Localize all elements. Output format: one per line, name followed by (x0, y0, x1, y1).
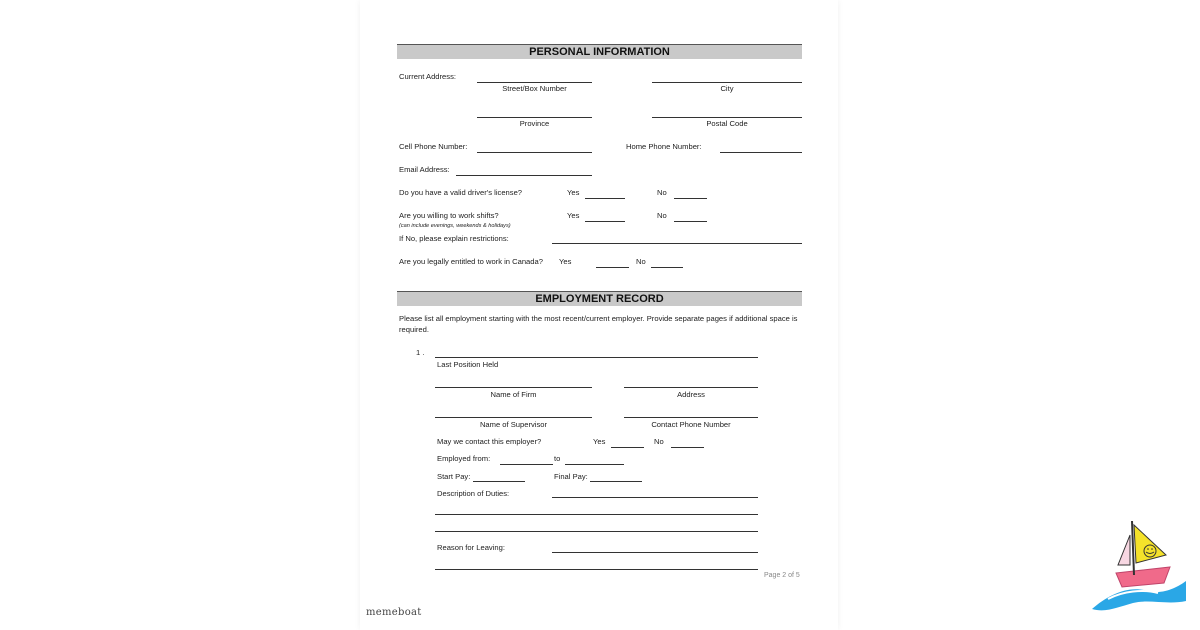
canada-no-line[interactable] (651, 267, 683, 268)
address-caption: Address (677, 390, 705, 399)
city-caption: City (720, 84, 734, 93)
contact-yes-line[interactable] (611, 447, 644, 448)
city-input-line[interactable] (652, 82, 802, 83)
employed-from-line[interactable] (500, 464, 553, 465)
contact-no-line[interactable] (671, 447, 704, 448)
employment-item-number: 1 . (416, 348, 425, 357)
duties-line-2[interactable] (435, 514, 758, 515)
shifts-no-label: No (657, 211, 667, 220)
firm-caption: Name of Firm (490, 390, 537, 399)
reason-leaving-line-1[interactable] (552, 552, 758, 553)
canada-no-label: No (636, 257, 646, 266)
employed-to-line[interactable] (565, 464, 624, 465)
duties-line-1[interactable] (552, 497, 758, 498)
cell-phone-input-line[interactable] (477, 152, 592, 153)
address-input-line[interactable] (624, 387, 758, 388)
home-phone-label: Home Phone Number: (626, 142, 702, 151)
start-pay-line[interactable] (473, 481, 525, 482)
duties-label: Description of Duties: (437, 489, 510, 498)
contact-employer-question: May we contact this employer? (437, 437, 542, 446)
street-caption: Street/Box Number (502, 84, 567, 93)
employment-record-header: EMPLOYMENT RECORD (397, 291, 802, 306)
license-yes-line[interactable] (585, 198, 625, 199)
cell-phone-label: Cell Phone Number: (399, 142, 468, 151)
employed-from-label: Employed from: (437, 454, 491, 463)
firm-input-line[interactable] (435, 387, 592, 388)
contact-phone-caption: Contact Phone Number (651, 420, 731, 429)
final-pay-label: Final Pay: (554, 472, 588, 481)
home-phone-input-line[interactable] (720, 152, 802, 153)
personal-information-header: PERSONAL INFORMATION (397, 44, 802, 59)
watermark-text: memeboat (366, 607, 422, 618)
reason-leaving-line-2[interactable] (435, 569, 758, 570)
postal-code-input-line[interactable] (652, 117, 802, 118)
shifts-no-line[interactable] (674, 221, 707, 222)
street-input-line[interactable] (477, 82, 592, 83)
shifts-yes-label: Yes (567, 211, 580, 220)
license-no-line[interactable] (674, 198, 707, 199)
shifts-question: Are you willing to work shifts? (399, 211, 499, 220)
last-position-caption: Last Position Held (437, 360, 499, 369)
shifts-note: (can include evenings, weekends & holidays) (399, 223, 511, 229)
restrictions-label: If No, please explain restrictions: (399, 234, 509, 243)
employed-to-label: to (554, 454, 561, 463)
email-label: Email Address: (399, 165, 450, 174)
contact-no-label: No (654, 437, 664, 446)
postal-code-caption: Postal Code (706, 119, 748, 128)
email-input-line[interactable] (456, 175, 592, 176)
contact-phone-input-line[interactable] (624, 417, 758, 418)
shifts-yes-line[interactable] (585, 221, 625, 222)
canada-yes-label: Yes (559, 257, 572, 266)
current-address-label: Current Address: (399, 72, 456, 81)
page-number: Page 2 of 5 (764, 572, 800, 579)
supervisor-caption: Name of Supervisor (479, 420, 548, 429)
province-caption: Province (519, 119, 550, 128)
license-no-label: No (657, 188, 667, 197)
canada-yes-line[interactable] (596, 267, 629, 268)
duties-line-3[interactable] (435, 531, 758, 532)
contact-yes-label: Yes (593, 437, 606, 446)
province-input-line[interactable] (477, 117, 592, 118)
employment-instructions: Please list all employment starting with the most recent/current employer. Provide separate pages if additional space is required. (399, 314, 798, 334)
restrictions-input-line[interactable] (552, 243, 802, 244)
canada-question: Are you legally entitled to work in Canada? (399, 257, 543, 266)
license-question: Do you have a valid driver's license? (399, 188, 523, 197)
supervisor-input-line[interactable] (435, 417, 592, 418)
license-yes-label: Yes (567, 188, 580, 197)
memeboat-logo-icon (1088, 515, 1188, 615)
final-pay-line[interactable] (590, 481, 642, 482)
reason-leaving-label: Reason for Leaving: (437, 543, 505, 552)
start-pay-label: Start Pay: (437, 472, 471, 481)
last-position-input-line[interactable] (435, 357, 758, 358)
